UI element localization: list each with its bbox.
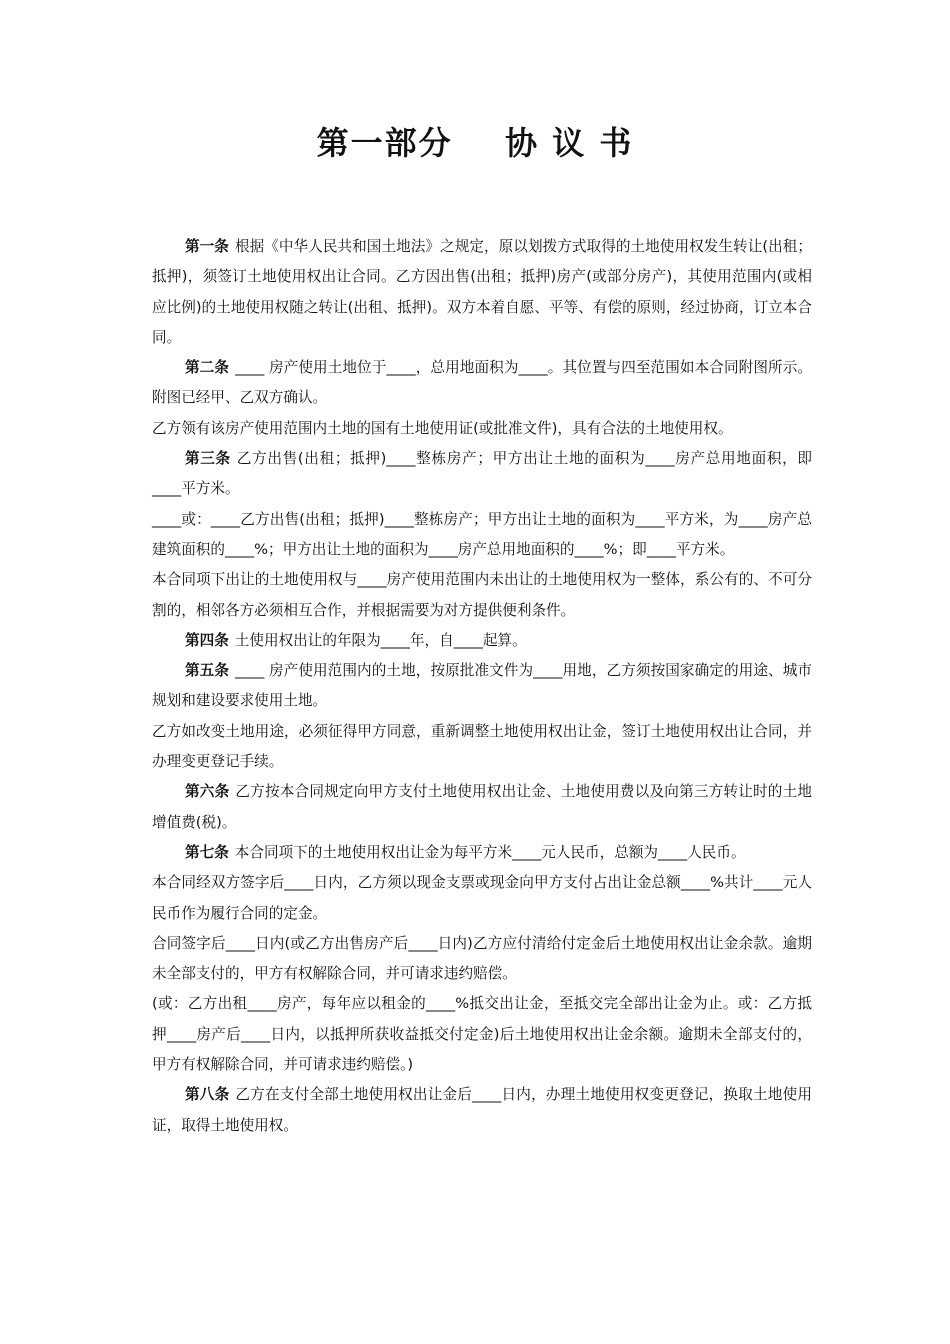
- paragraph-text: 乙方出售(出租；抵押)____整栋房产；甲方出让土地的面积为____房产总用地面积，即____平方米。: [152, 450, 812, 498]
- paragraph: [152, 505, 812, 566]
- paragraph: [152, 626, 812, 656]
- article-heading: 第三条: [185, 450, 231, 468]
- paragraph-text: 合同签字后____日内(或乙方出售房产后____日内)乙方应付清给付定金后土地使用权出让金余款。逾期未全部支付的，甲方有权解除合同，并可请求违约赔偿。: [152, 934, 812, 983]
- paragraph-text: ____或：____乙方出售(出租；抵押)____整栋房产；甲方出让土地的面积为____平方米，为____房产总建筑面积的____%；甲方出让土地的面积为____房产总用地面积的____%；即____平方米。: [152, 510, 812, 558]
- article-heading: 第四条: [185, 631, 229, 649]
- paragraph: [152, 1080, 812, 1141]
- document-title: 第一部分 协 议 书: [316, 124, 634, 162]
- paragraph-text: 本合同项下出让的土地使用权与____房产使用范围内未出让的土地使用权为一整体，系公有的、不可分割的，相邻各方必须相互合作，并根据需要为对方提供便利条件。: [152, 571, 812, 619]
- paragraph: [152, 414, 812, 444]
- paragraph: [152, 717, 812, 778]
- paragraph-text: 乙方在支付全部土地使用权出让金后____日内，办理土地使用权变更登记，换取土地使用证，取得土地使用权。: [152, 1086, 812, 1134]
- paragraph: [152, 232, 812, 353]
- article-heading: 第五条: [185, 662, 230, 680]
- paragraph: [152, 929, 812, 990]
- paragraph: [152, 868, 812, 929]
- article-heading: 第六条: [185, 783, 230, 801]
- paragraph-text: ____ 房产使用范围内的土地，按原批准文件为____用地，乙方须按国家确定的用途、城市规划和建设要求使用土地。: [152, 662, 812, 710]
- article-heading: 第一条: [185, 238, 229, 255]
- paragraph-text: 根据《中华人民共和国土地法》之规定，原以划拨方式取得的土地使用权发生转让(出租；抵押)，须签订土地使用权出让合同。乙方因出售(出租；抵押)房产(或部分房产)，其使用范围内(或相应比例)的土地使用权随之转让(出租、抵押)。双方本着自愿、平等、有偿的原则，经过协商，订立本合同。: [152, 238, 812, 346]
- paragraph: [152, 353, 812, 414]
- paragraph: [152, 565, 812, 626]
- document-body: [152, 232, 812, 1141]
- paragraph-text: 乙方如改变土地用途，必须征得甲方同意，重新调整土地使用权出让金，签订土地使用权出让合同，并办理变更登记手续。: [152, 722, 812, 771]
- paragraph: [152, 989, 812, 1080]
- article-heading: 第八条: [185, 1086, 230, 1104]
- paragraph-text: 乙方领有该房产使用范围内土地的国有土地使用证(或批准文件)，具有合法的土地使用权。: [152, 419, 733, 437]
- paragraph-text: 土使用权出让的年限为____年，自____起算。: [234, 631, 527, 649]
- paragraph-text: (或：乙方出租____房产，每年应以租金的____%抵交出让金，至抵交完全部出让金为止。或：乙方抵押____房产后____日内，以抵押所获收益抵交付定金)后土地使用权出让金余额。逾期未全部支付的，甲方有权解除合同，并可请求违约赔偿。): [152, 995, 812, 1074]
- paragraph-text: 本合同经双方签字后____日内，乙方须以现金支票或现金向甲方支付占出让金总额____%共计____元人民币作为履行合同的定金。: [152, 874, 812, 922]
- article-heading: 第二条: [185, 359, 230, 377]
- paragraph: [152, 838, 812, 868]
- paragraph: [152, 444, 812, 505]
- article-heading: 第七条: [185, 843, 229, 861]
- paragraph: [152, 777, 812, 838]
- paragraph-text: 本合同项下的土地使用权出让金为每平方米____元人民币，总额为____人民币。: [234, 843, 746, 861]
- paragraph-text: 乙方按本合同规定向甲方支付土地使用权出让金、土地使用费以及向第三方转让时的土地增值费(税)。: [152, 783, 812, 831]
- paragraph-text: ____ 房产使用土地位于____，总用地面积为____。其位置与四至范围如本合同附图所示。附图已经甲、乙双方确认。: [152, 359, 812, 407]
- paragraph: [152, 656, 812, 717]
